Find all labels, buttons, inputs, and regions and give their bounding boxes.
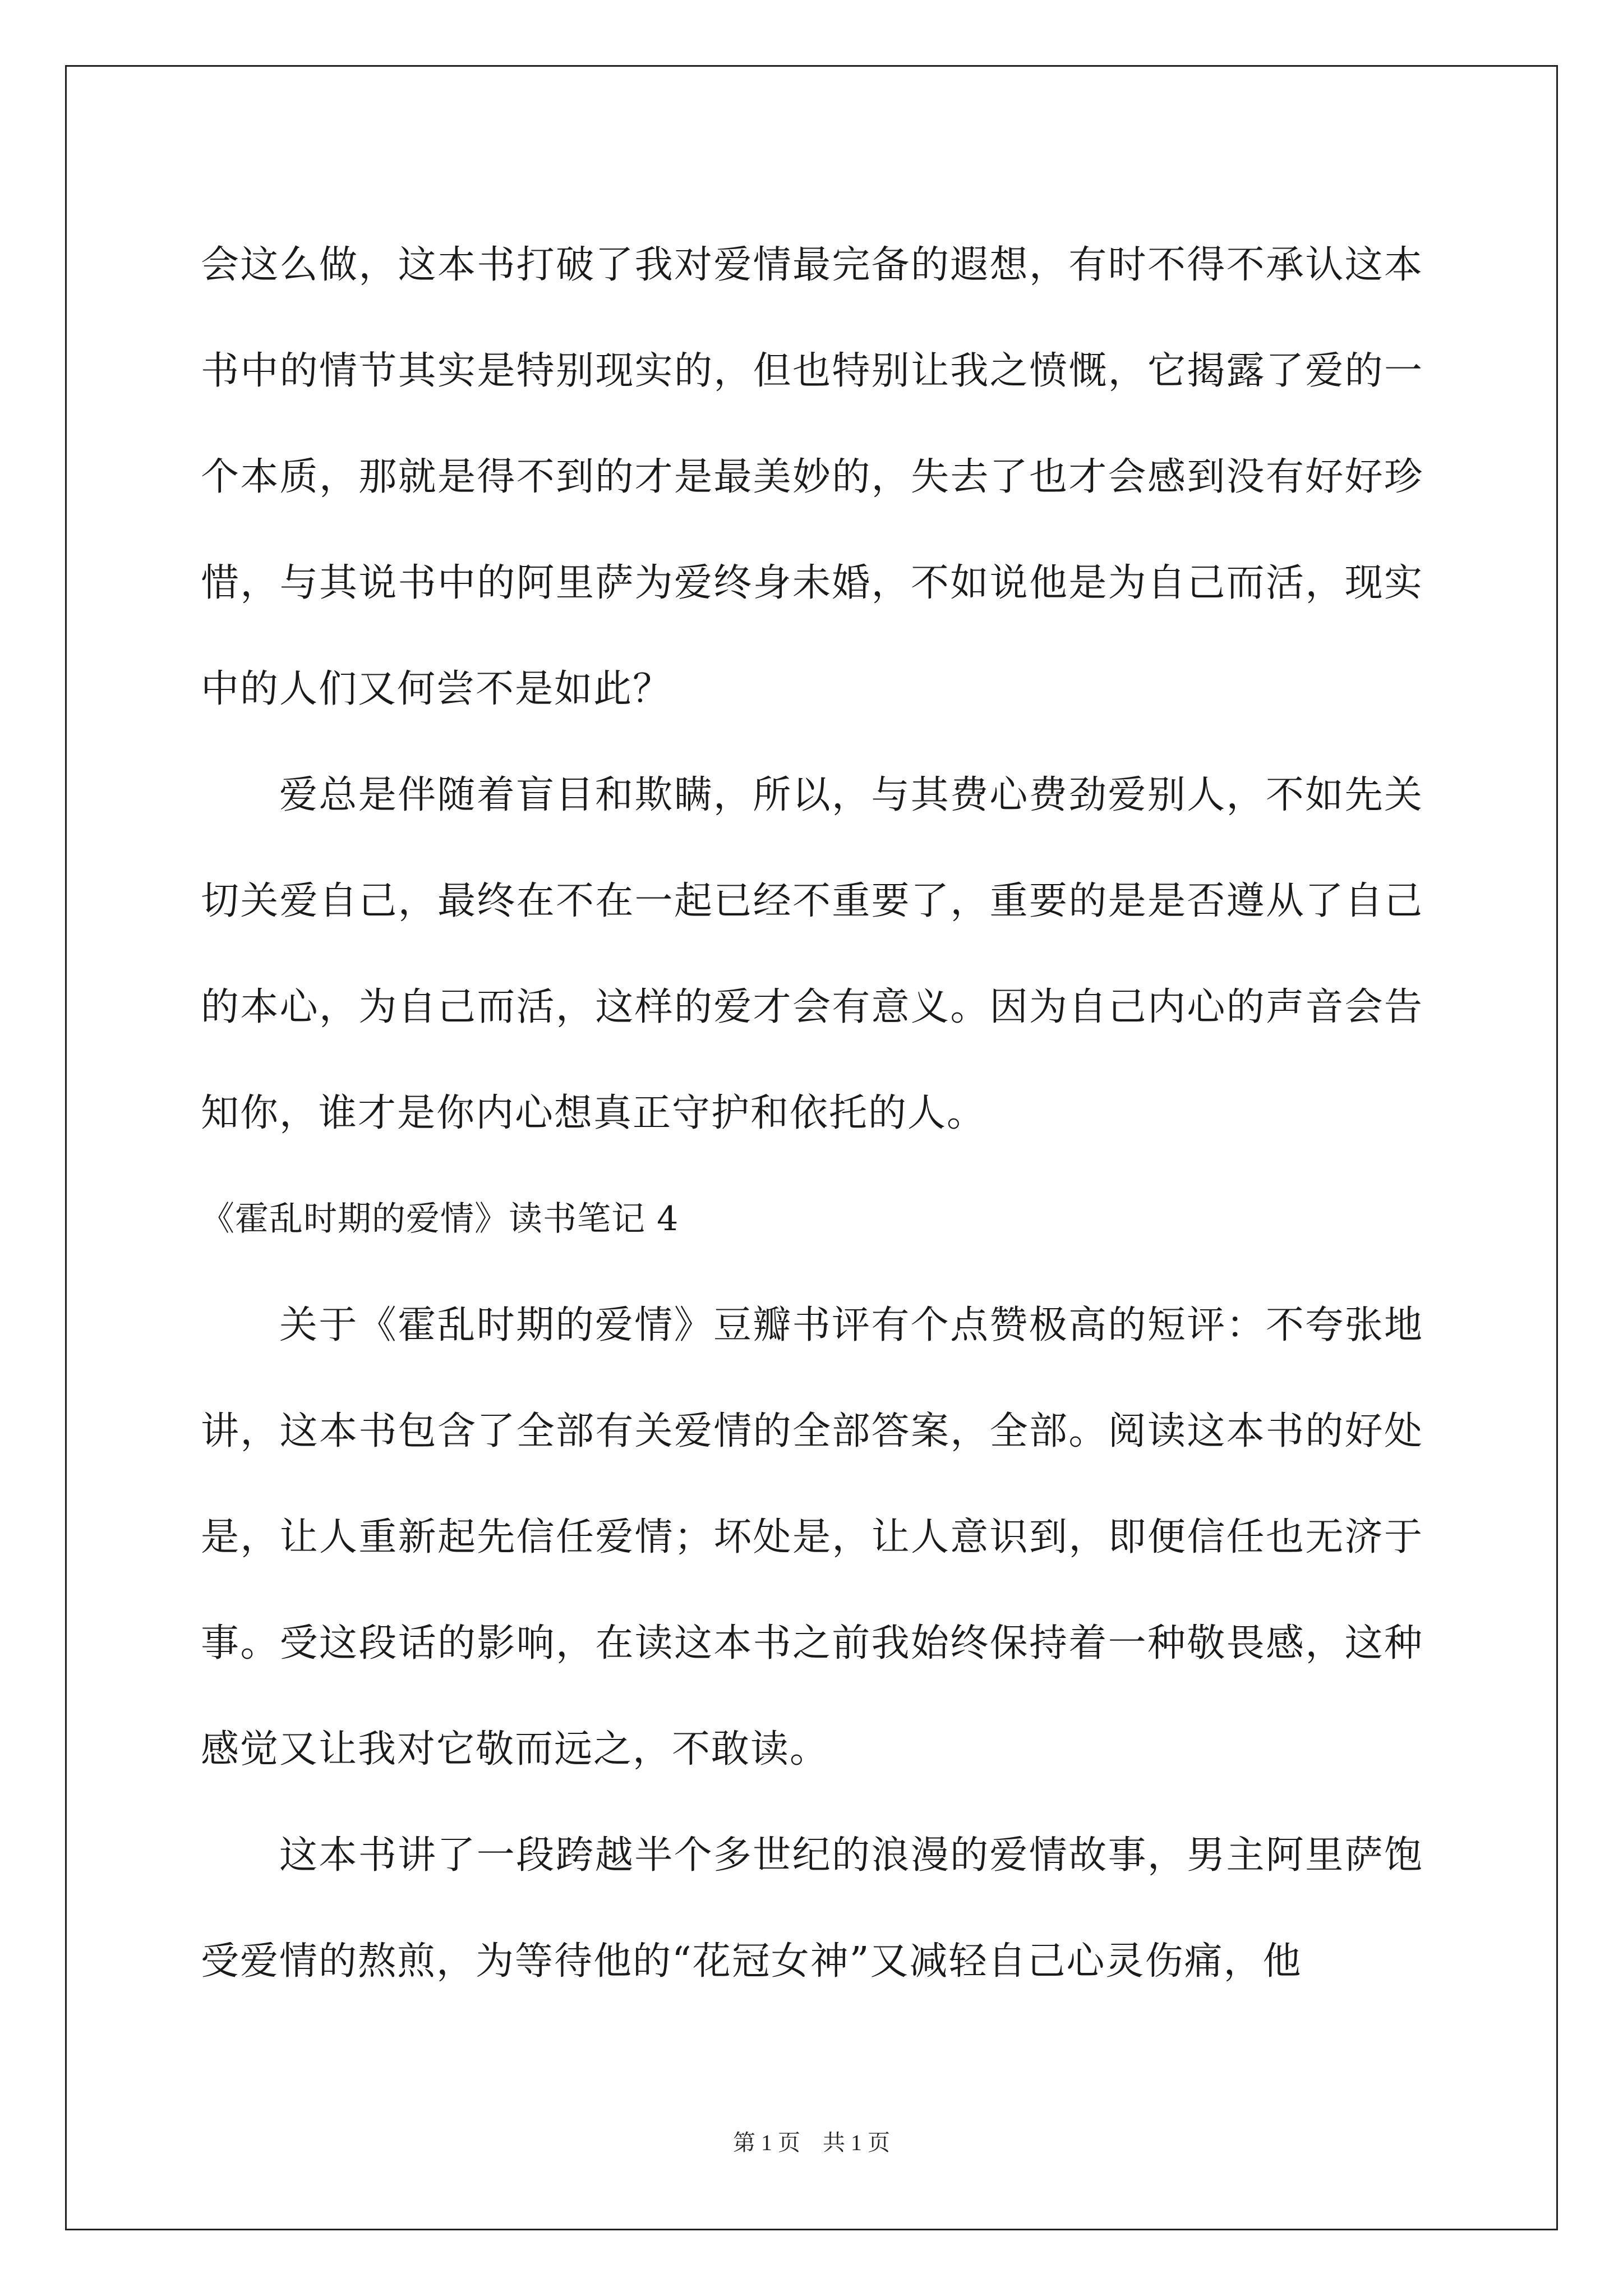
- paragraph-2: 爱总是伴随着盲目和欺瞒，所以，与其费心费劲爱别人，不如先关切关爱自己，最终在不在一起已经不重要了，重要的是是否遵从了自己的本心，为自己而活，这样的爱才会有意义。因为自己内心的声音会告知你，谁才是你内心想真正守护和依托的人。: [201, 773, 1423, 1135]
- paragraph-3: 关于《霍乱时期的爱情》豆瓣书评有个点赞极高的短评：不夸张地讲，这本书包含了全部有关爱情的全部答案，全部。阅读这本书的好处是，让人重新起先信任爱情；坏处是，让人意识到，即便信任也无济于事。受这段话的影响，在读这本书之前我始终保持着一种敬畏感，这种感觉又让我对它敬而远之，不敢读。: [201, 1303, 1423, 1772]
- document-body: [201, 212, 1423, 2014]
- paragraph-1: 会这么做，这本书打破了我对爱情最完备的遐想，有时不得不承认这本书中的情节其实是特别现实的，但也特别让我之愤慨，它揭露了爱的一个本质，那就是得不到的才是最美妙的，失去了也才会感到没有好好珍惜，与其说书中的阿里萨为爱终身未婚，不如说他是为自己而活，现实中的人们又何尝不是如此？: [201, 243, 1423, 711]
- paragraph-4: 这本书讲了一段跨越半个多世纪的浪漫的爱情故事，男主阿里萨饱受爱情的熬煎，为等待他的“花冠女神”又减轻自己心灵伤痛，他: [201, 1833, 1423, 1984]
- page-footer: 第 1 页 共 1 页: [733, 2130, 890, 2155]
- section-heading: 《霍乱时期的爱情》读书笔记 4: [201, 1199, 679, 1239]
